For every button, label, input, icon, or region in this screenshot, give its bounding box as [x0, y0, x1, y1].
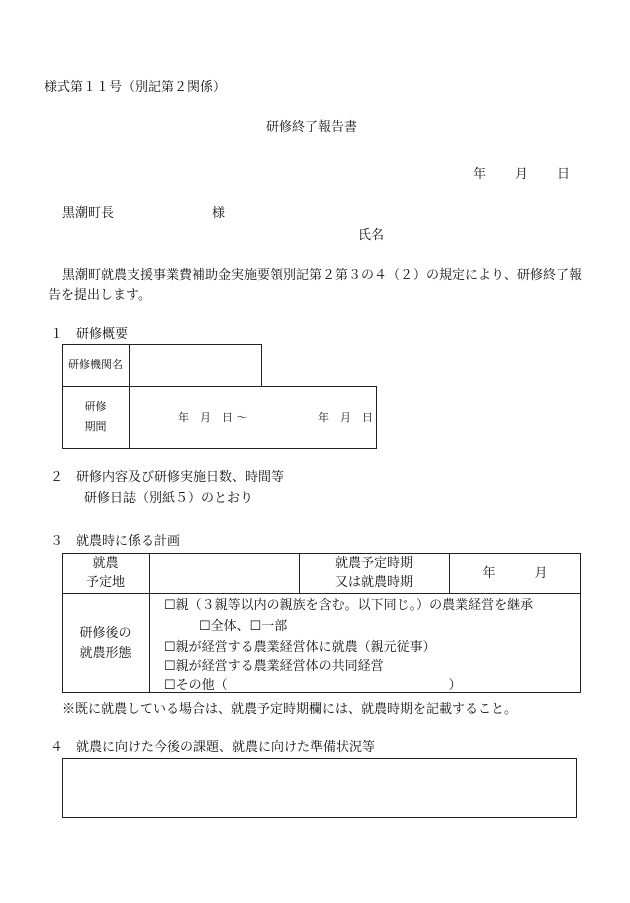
addressee-honorific: 様 [212, 206, 226, 221]
section-3-heading: ３ 就農時に係る計画 [50, 534, 181, 549]
timing-label-1: 就農予定時期 [334, 556, 413, 571]
section-4-textbox[interactable] [62, 758, 577, 818]
plan-row-divider [62, 593, 581, 594]
date-year-label: 年 [473, 167, 487, 182]
period-from[interactable]: 年 月 日 ～ [178, 411, 248, 424]
page-title: 研修終了報告書 [266, 120, 358, 135]
date-day-label: 日 [557, 167, 571, 182]
option-succeed-parent-farm[interactable]: ☐親（３親等以内の親族を含む。以下同じ。）の農業経営を継承 [164, 598, 534, 613]
section-3-footnote: ※既に就農している場合は、就農予定時期欄には、就農時期を記載すること。 [62, 702, 518, 717]
option-co-manage-parent-farm[interactable]: ☐親が経営する農業経営体の共同経営 [164, 659, 384, 674]
institution-value-field[interactable] [132, 348, 259, 384]
date-month-label: 月 [515, 167, 529, 182]
addressee-name: 黒潮町長 [62, 206, 115, 221]
timing-value[interactable]: 年 月 [482, 566, 548, 581]
section-2-note: 研修日誌（別紙５）のとおり [84, 491, 254, 506]
institution-label: 研修機関名 [68, 358, 123, 371]
option-other[interactable]: ☐その他（ ） [164, 678, 462, 693]
body-text-line-1: 黒潮町就農支援事業費補助金実施要領別記第２第３の４（２）の規定により、研修終了報 [62, 268, 583, 283]
period-label-1: 研修 [84, 400, 107, 413]
farming-label-1: 研修後の [79, 626, 132, 641]
location-label-1: 就農 [92, 556, 119, 571]
option-whole-or-part[interactable]: ☐全体、☐一部 [199, 619, 288, 634]
period-divider [129, 386, 130, 449]
form-number: 様式第１１号（別記第２関係） [44, 80, 227, 95]
section-4-heading: ４ 就農に向けた今後の課題、就農に向けた準備状況等 [50, 740, 376, 755]
section-1-heading: １ 研修概要 [50, 327, 129, 342]
location-value-field[interactable] [152, 557, 296, 590]
period-to[interactable]: 年 月 日 [318, 411, 373, 424]
institution-divider [129, 344, 130, 387]
timing-label-2: 又は就農時期 [334, 575, 413, 590]
farming-label-2: 就農形態 [79, 646, 132, 661]
period-label-2: 期間 [84, 420, 107, 433]
location-label-2: 予定地 [85, 575, 125, 590]
plan-label-divider [149, 553, 150, 693]
option-join-parent-farm[interactable]: ☐親が経営する農業経営体に就農（親元従事） [164, 640, 436, 655]
applicant-name-label: 氏名 [358, 228, 385, 243]
body-text-line-2: 告を提出します。 [48, 288, 151, 303]
section-2-heading: ２ 研修内容及び研修実施日数、時間等 [50, 470, 285, 485]
